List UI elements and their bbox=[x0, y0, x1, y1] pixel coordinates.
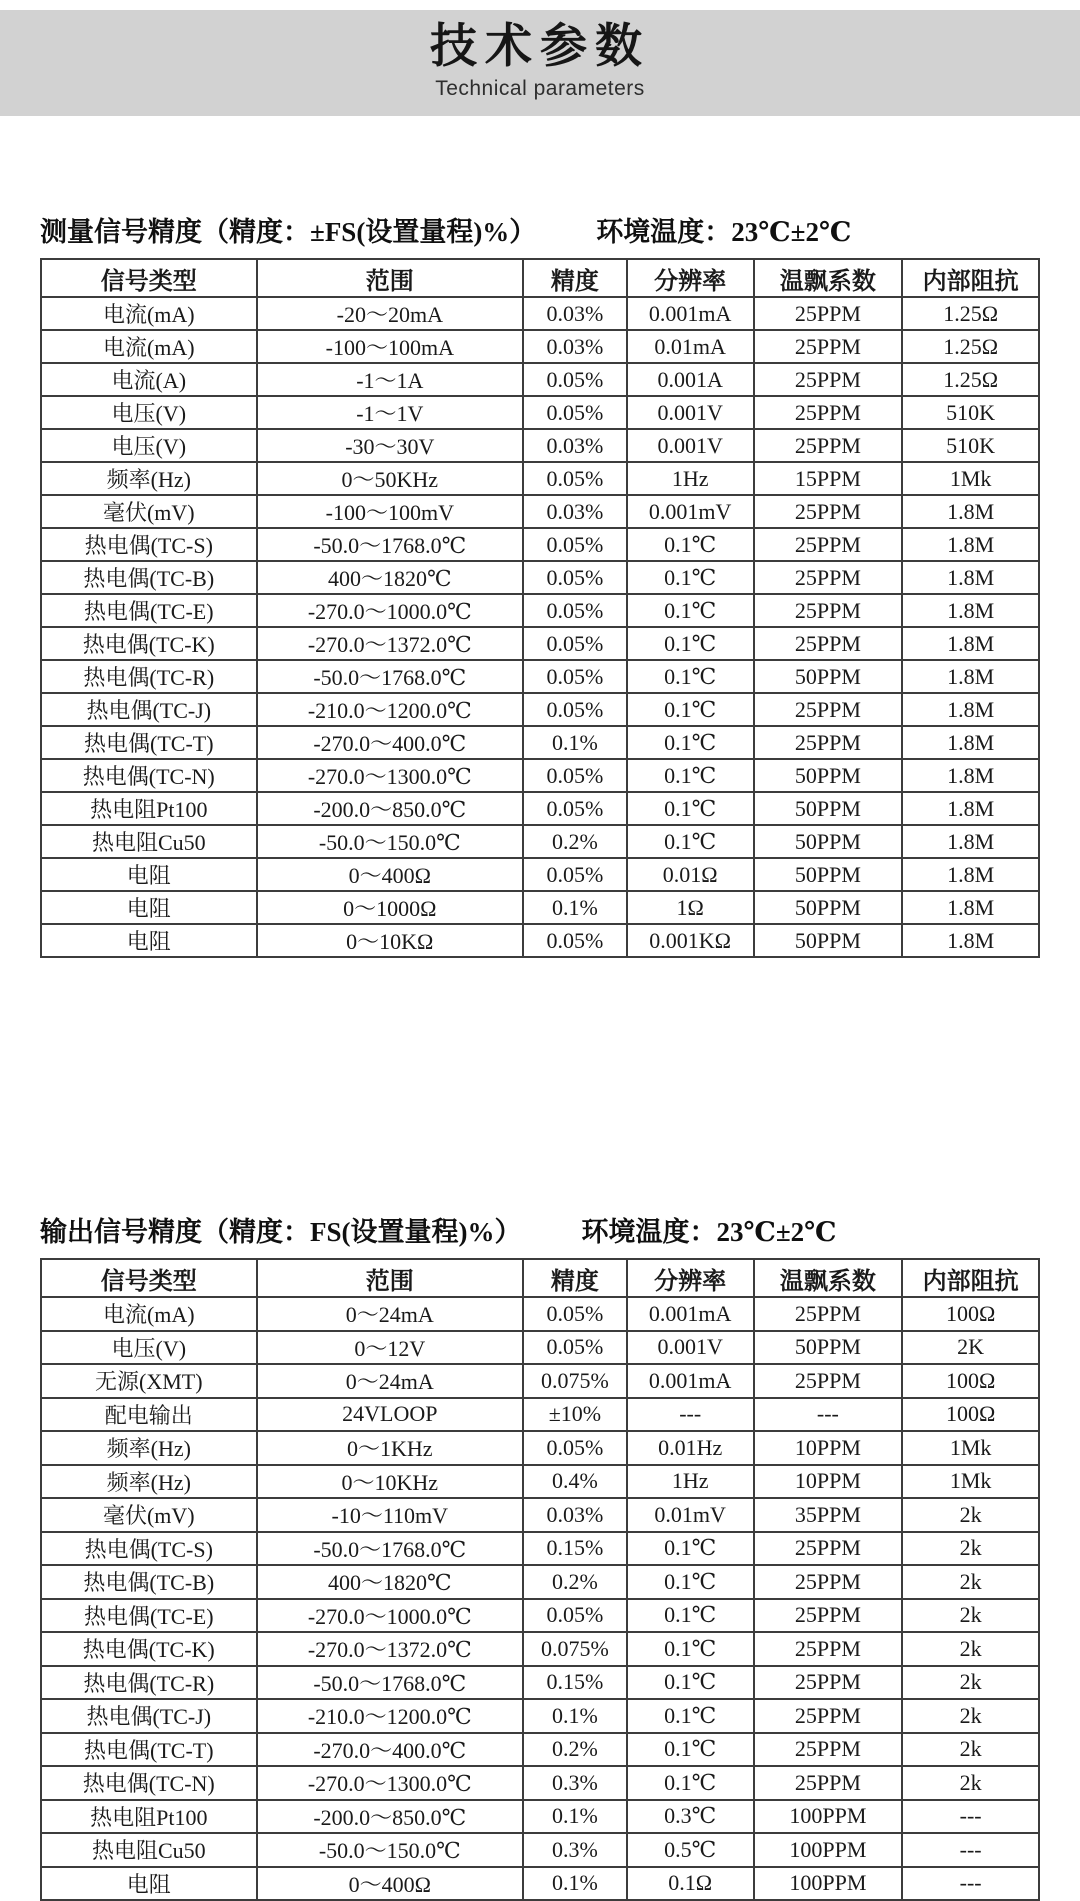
table-cell: 热电阻Cu50 bbox=[41, 825, 257, 858]
table-row bbox=[41, 330, 1039, 363]
table-cell: 100PPM bbox=[754, 1800, 903, 1834]
table-row bbox=[41, 1565, 1039, 1599]
table-cell: 2k bbox=[902, 1699, 1039, 1733]
table-cell: 50PPM bbox=[754, 858, 903, 891]
table-cell: -50.0～150.0℃ bbox=[257, 1833, 523, 1867]
section-heading: 输出信号精度（精度：FS(设置量程)%） bbox=[40, 1217, 522, 1247]
table-cell: 热电阻Cu50 bbox=[41, 1833, 257, 1867]
table-cell: 1.8M bbox=[902, 660, 1039, 693]
table-cell: 0.1℃ bbox=[627, 1699, 754, 1733]
table-cell: 1Hz bbox=[627, 1465, 754, 1499]
table-row bbox=[41, 1733, 1039, 1767]
table-row bbox=[41, 1431, 1039, 1465]
table-cell: 热电偶(TC-E) bbox=[41, 594, 257, 627]
table-cell: 400～1820℃ bbox=[257, 1565, 523, 1599]
table-cell: 0.03% bbox=[523, 1498, 627, 1532]
table-cell: 0～50KHz bbox=[257, 462, 523, 495]
table-cell: 25PPM bbox=[754, 363, 903, 396]
table-cell: 0.01Ω bbox=[627, 858, 754, 891]
table-cell: 1Hz bbox=[627, 462, 754, 495]
table-cell: 热电偶(TC-B) bbox=[41, 1565, 257, 1599]
table-cell: 0.001KΩ bbox=[627, 924, 754, 957]
section-header bbox=[40, 210, 1040, 249]
table-cell: 电流(mA) bbox=[41, 1297, 257, 1331]
table-cell: 0.05% bbox=[523, 462, 627, 495]
table-cell: 0.3% bbox=[523, 1766, 627, 1800]
table-cell: 0.1℃ bbox=[627, 1733, 754, 1767]
table-cell: 2k bbox=[902, 1498, 1039, 1532]
table-cell: 1.8M bbox=[902, 627, 1039, 660]
table-cell: 25PPM bbox=[754, 1599, 903, 1633]
column-header: 内部阻抗 bbox=[902, 1259, 1039, 1297]
table-cell: 1.8M bbox=[902, 858, 1039, 891]
table-cell: 0.03% bbox=[523, 429, 627, 462]
table-cell: 0.075% bbox=[523, 1364, 627, 1398]
table-cell: 热电偶(TC-R) bbox=[41, 1666, 257, 1700]
table-cell: 1.8M bbox=[902, 792, 1039, 825]
table-cell: 25PPM bbox=[754, 1565, 903, 1599]
table-cell: 24VLOOP bbox=[257, 1398, 523, 1432]
table-cell: 2k bbox=[902, 1666, 1039, 1700]
table-cell: 1.8M bbox=[902, 528, 1039, 561]
table-row bbox=[41, 924, 1039, 957]
table-cell: 0.5℃ bbox=[627, 1833, 754, 1867]
table-cell: 0.1℃ bbox=[627, 825, 754, 858]
table-cell: 热电阻Pt100 bbox=[41, 792, 257, 825]
table-cell: 0.05% bbox=[523, 1431, 627, 1465]
table-row bbox=[41, 1800, 1039, 1834]
table-cell: 2K bbox=[902, 1331, 1039, 1365]
table-cell: 0.1℃ bbox=[627, 1666, 754, 1700]
table-row bbox=[41, 1498, 1039, 1532]
table-cell: 50PPM bbox=[754, 825, 903, 858]
table-row bbox=[41, 429, 1039, 462]
table-cell: 0.03% bbox=[523, 330, 627, 363]
table-cell: 0～1KHz bbox=[257, 1431, 523, 1465]
table-cell: 25PPM bbox=[754, 1699, 903, 1733]
table-row bbox=[41, 891, 1039, 924]
column-header: 内部阻抗 bbox=[902, 259, 1039, 297]
table-cell: 0.1Ω bbox=[627, 1867, 754, 1901]
table-cell: 100PPM bbox=[754, 1833, 903, 1867]
page-title: 技术参数 bbox=[430, 19, 650, 72]
table-cell: 电流(mA) bbox=[41, 297, 257, 330]
table-cell: 热电偶(TC-K) bbox=[41, 627, 257, 660]
table-cell: 1.8M bbox=[902, 495, 1039, 528]
table-cell: -30～30V bbox=[257, 429, 523, 462]
table-row bbox=[41, 1833, 1039, 1867]
table-cell: 25PPM bbox=[754, 1632, 903, 1666]
table-cell: -50.0～1768.0℃ bbox=[257, 660, 523, 693]
table-cell: 1.25Ω bbox=[902, 330, 1039, 363]
table-cell: 电压(V) bbox=[41, 1331, 257, 1365]
table-cell: 0.05% bbox=[523, 561, 627, 594]
table-cell: 0.1℃ bbox=[627, 594, 754, 627]
table-cell: 35PPM bbox=[754, 1498, 903, 1532]
table-cell: 频率(Hz) bbox=[41, 462, 257, 495]
table-cell: 25PPM bbox=[754, 429, 903, 462]
table-cell: 0.001V bbox=[627, 396, 754, 429]
table-cell: 热电偶(TC-R) bbox=[41, 660, 257, 693]
table-cell: --- bbox=[902, 1833, 1039, 1867]
table-cell: 0～1000Ω bbox=[257, 891, 523, 924]
table-cell: -270.0～400.0℃ bbox=[257, 726, 523, 759]
table-cell: 0.1℃ bbox=[627, 627, 754, 660]
table-cell: 频率(Hz) bbox=[41, 1465, 257, 1499]
table-row bbox=[41, 858, 1039, 891]
table-cell: 0～24mA bbox=[257, 1297, 523, 1331]
page-banner bbox=[0, 10, 1080, 116]
table-row bbox=[41, 495, 1039, 528]
table-cell: 0.05% bbox=[523, 693, 627, 726]
table-cell: 1Mk bbox=[902, 1431, 1039, 1465]
table-cell: 0.05% bbox=[523, 396, 627, 429]
table-cell: 0.3% bbox=[523, 1833, 627, 1867]
table-cell: 0.075% bbox=[523, 1632, 627, 1666]
table-cell: 1.8M bbox=[902, 825, 1039, 858]
table-cell: -210.0～1200.0℃ bbox=[257, 1699, 523, 1733]
table-cell: 510K bbox=[902, 396, 1039, 429]
table-cell: 2k bbox=[902, 1599, 1039, 1633]
table-cell: 0.01mA bbox=[627, 330, 754, 363]
table-cell: 2k bbox=[902, 1532, 1039, 1566]
table-row bbox=[41, 528, 1039, 561]
table-cell: -270.0～1000.0℃ bbox=[257, 1599, 523, 1633]
table-cell: 1.8M bbox=[902, 924, 1039, 957]
column-header: 信号类型 bbox=[41, 259, 257, 297]
section-heading: 测量信号精度（精度：±FS(设置量程)%） bbox=[40, 217, 537, 247]
table-row bbox=[41, 1465, 1039, 1499]
column-header: 信号类型 bbox=[41, 1259, 257, 1297]
table-cell: 25PPM bbox=[754, 528, 903, 561]
table-cell: 100Ω bbox=[902, 1364, 1039, 1398]
table-cell: 25PPM bbox=[754, 330, 903, 363]
table-cell: 热电偶(TC-N) bbox=[41, 1766, 257, 1800]
table-cell: 热电偶(TC-S) bbox=[41, 1532, 257, 1566]
table-row bbox=[41, 660, 1039, 693]
table-cell: 0.01mV bbox=[627, 1498, 754, 1532]
table-row bbox=[41, 1364, 1039, 1398]
table-cell: 1Mk bbox=[902, 462, 1039, 495]
table-cell: 25PPM bbox=[754, 1733, 903, 1767]
table-row bbox=[41, 1632, 1039, 1666]
table-cell: 0.05% bbox=[523, 528, 627, 561]
table-cell: 25PPM bbox=[754, 561, 903, 594]
table-cell: 0.05% bbox=[523, 1331, 627, 1365]
table-row bbox=[41, 1599, 1039, 1633]
table-cell: 0.05% bbox=[523, 363, 627, 396]
table-cell: 0.1℃ bbox=[627, 1565, 754, 1599]
table-cell: 毫伏(mV) bbox=[41, 495, 257, 528]
column-header: 温飘系数 bbox=[754, 1259, 903, 1297]
table-cell: 25PPM bbox=[754, 594, 903, 627]
table-row bbox=[41, 462, 1039, 495]
table-cell: 0.05% bbox=[523, 660, 627, 693]
table-row bbox=[41, 1398, 1039, 1432]
table-row bbox=[41, 825, 1039, 858]
output-accuracy-table bbox=[40, 1258, 1040, 1901]
table-cell: 无源(XMT) bbox=[41, 1364, 257, 1398]
measurement-accuracy-table bbox=[40, 258, 1040, 958]
table-cell: 25PPM bbox=[754, 1666, 903, 1700]
table-cell: 0.05% bbox=[523, 1297, 627, 1331]
table-cell: -10～110mV bbox=[257, 1498, 523, 1532]
table-cell: 25PPM bbox=[754, 396, 903, 429]
table-cell: 0.05% bbox=[523, 594, 627, 627]
table-cell: -20～20mA bbox=[257, 297, 523, 330]
table-cell: 1.8M bbox=[902, 693, 1039, 726]
table-row bbox=[41, 1867, 1039, 1901]
table-cell: 0.1℃ bbox=[627, 726, 754, 759]
table-row bbox=[41, 627, 1039, 660]
table-cell: 50PPM bbox=[754, 1331, 903, 1365]
table-cell: 0.2% bbox=[523, 825, 627, 858]
table-cell: 0.1℃ bbox=[627, 528, 754, 561]
table-cell: 0～400Ω bbox=[257, 858, 523, 891]
table-cell: 热电偶(TC-E) bbox=[41, 1599, 257, 1633]
table-cell: 电阻 bbox=[41, 1867, 257, 1901]
table-row bbox=[41, 396, 1039, 429]
table-cell: -270.0～1372.0℃ bbox=[257, 627, 523, 660]
table-cell: 电流(A) bbox=[41, 363, 257, 396]
table-cell: 0.1℃ bbox=[627, 792, 754, 825]
table-cell: 热电偶(TC-K) bbox=[41, 1632, 257, 1666]
table-cell: 电压(V) bbox=[41, 396, 257, 429]
table-cell: 25PPM bbox=[754, 495, 903, 528]
table-cell: --- bbox=[627, 1398, 754, 1432]
table-cell: 0.05% bbox=[523, 792, 627, 825]
table-cell: -200.0～850.0℃ bbox=[257, 1800, 523, 1834]
table-cell: 1.8M bbox=[902, 594, 1039, 627]
table-cell: 热电偶(TC-T) bbox=[41, 1733, 257, 1767]
table-cell: 热电偶(TC-S) bbox=[41, 528, 257, 561]
table-cell: --- bbox=[902, 1867, 1039, 1901]
table-cell: 0.001mA bbox=[627, 297, 754, 330]
table-cell: 1.8M bbox=[902, 726, 1039, 759]
table-cell: 频率(Hz) bbox=[41, 1431, 257, 1465]
table-cell: 0.03% bbox=[523, 297, 627, 330]
table-row bbox=[41, 1331, 1039, 1365]
table-cell: 热电偶(TC-N) bbox=[41, 759, 257, 792]
column-header: 温飘系数 bbox=[754, 259, 903, 297]
table-cell: 1.8M bbox=[902, 759, 1039, 792]
column-header: 范围 bbox=[257, 1259, 523, 1297]
table-cell: 1Ω bbox=[627, 891, 754, 924]
table-cell: 电阻 bbox=[41, 924, 257, 957]
table-cell: 0.1℃ bbox=[627, 1632, 754, 1666]
table-cell: -210.0～1200.0℃ bbox=[257, 693, 523, 726]
table-cell: -1～1A bbox=[257, 363, 523, 396]
table-cell: -100～100mV bbox=[257, 495, 523, 528]
table-cell: 15PPM bbox=[754, 462, 903, 495]
table-cell: 0.1℃ bbox=[627, 693, 754, 726]
table-cell: 2k bbox=[902, 1632, 1039, 1666]
table-cell: 0.001mA bbox=[627, 1297, 754, 1331]
table-cell: --- bbox=[902, 1800, 1039, 1834]
table-cell: 热电偶(TC-J) bbox=[41, 693, 257, 726]
table-cell: 1.8M bbox=[902, 891, 1039, 924]
header-row bbox=[41, 1259, 1039, 1297]
table-cell: --- bbox=[754, 1398, 903, 1432]
column-header: 分辨率 bbox=[627, 1259, 754, 1297]
table-cell: 50PPM bbox=[754, 792, 903, 825]
table-row bbox=[41, 1532, 1039, 1566]
table-cell: 0.05% bbox=[523, 1599, 627, 1633]
table-row bbox=[41, 693, 1039, 726]
table-cell: 25PPM bbox=[754, 627, 903, 660]
table-cell: 0～10KΩ bbox=[257, 924, 523, 957]
column-header: 范围 bbox=[257, 259, 523, 297]
table-cell: 10PPM bbox=[754, 1465, 903, 1499]
column-header: 精度 bbox=[523, 1259, 627, 1297]
header-row bbox=[41, 259, 1039, 297]
table-cell: 电流(mA) bbox=[41, 330, 257, 363]
table-cell: 0.1% bbox=[523, 1800, 627, 1834]
table-cell: 0.001mA bbox=[627, 1364, 754, 1398]
table-cell: 1.8M bbox=[902, 561, 1039, 594]
table-row bbox=[41, 363, 1039, 396]
table-cell: 2k bbox=[902, 1733, 1039, 1767]
column-header: 分辨率 bbox=[627, 259, 754, 297]
table-cell: 0～24mA bbox=[257, 1364, 523, 1398]
table-cell: 10PPM bbox=[754, 1431, 903, 1465]
table-cell: 0.2% bbox=[523, 1733, 627, 1767]
table-cell: 0.05% bbox=[523, 924, 627, 957]
column-header: 精度 bbox=[523, 259, 627, 297]
table-cell: 25PPM bbox=[754, 1297, 903, 1331]
table-cell: 25PPM bbox=[754, 1532, 903, 1566]
ambient-temperature-note: 环境温度：23℃±2℃ bbox=[581, 1217, 837, 1247]
table-cell: 25PPM bbox=[754, 693, 903, 726]
table-cell: 毫伏(mV) bbox=[41, 1498, 257, 1532]
table-cell: -50.0～150.0℃ bbox=[257, 825, 523, 858]
measurement-accuracy-section bbox=[40, 210, 1040, 958]
table-cell: 电压(V) bbox=[41, 429, 257, 462]
table-cell: 1Mk bbox=[902, 1465, 1039, 1499]
section-header bbox=[40, 1210, 1040, 1249]
table-cell: 热电阻Pt100 bbox=[41, 1800, 257, 1834]
table-cell: 50PPM bbox=[754, 891, 903, 924]
table-cell: 电阻 bbox=[41, 891, 257, 924]
table-cell: 0～400Ω bbox=[257, 1867, 523, 1901]
table-cell: 0.05% bbox=[523, 627, 627, 660]
table-cell: -270.0～1300.0℃ bbox=[257, 1766, 523, 1800]
table-cell: 50PPM bbox=[754, 660, 903, 693]
table-row bbox=[41, 759, 1039, 792]
table-row bbox=[41, 561, 1039, 594]
table-cell: 电阻 bbox=[41, 858, 257, 891]
table-cell: 热电偶(TC-J) bbox=[41, 1699, 257, 1733]
table-cell: 0.03% bbox=[523, 495, 627, 528]
table-cell: 0.1℃ bbox=[627, 759, 754, 792]
output-accuracy-section bbox=[40, 1210, 1040, 1901]
table-cell: ±10% bbox=[523, 1398, 627, 1432]
table-cell: 50PPM bbox=[754, 924, 903, 957]
table-cell: -270.0～1372.0℃ bbox=[257, 1632, 523, 1666]
table-cell: 0～12V bbox=[257, 1331, 523, 1365]
table-row bbox=[41, 1297, 1039, 1331]
table-row bbox=[41, 792, 1039, 825]
table-cell: 25PPM bbox=[754, 726, 903, 759]
table-cell: -100～100mA bbox=[257, 330, 523, 363]
table-cell: -50.0～1768.0℃ bbox=[257, 528, 523, 561]
table-cell: -270.0～1000.0℃ bbox=[257, 594, 523, 627]
table-cell: 0.2% bbox=[523, 1565, 627, 1599]
table-cell: 50PPM bbox=[754, 759, 903, 792]
table-cell: 0.1℃ bbox=[627, 660, 754, 693]
table-cell: 2k bbox=[902, 1565, 1039, 1599]
table-cell: 2k bbox=[902, 1766, 1039, 1800]
table-cell: 25PPM bbox=[754, 1364, 903, 1398]
table-cell: 100PPM bbox=[754, 1867, 903, 1901]
table-cell: 0.05% bbox=[523, 759, 627, 792]
table-cell: 0.001V bbox=[627, 1331, 754, 1365]
table-row bbox=[41, 1666, 1039, 1700]
table-cell: 0.1% bbox=[523, 726, 627, 759]
table-cell: 0.1℃ bbox=[627, 561, 754, 594]
table-cell: 0.1% bbox=[523, 1699, 627, 1733]
table-cell: 0.3℃ bbox=[627, 1800, 754, 1834]
table-cell: -1～1V bbox=[257, 396, 523, 429]
table-cell: 1.25Ω bbox=[902, 363, 1039, 396]
table-cell: -200.0～850.0℃ bbox=[257, 792, 523, 825]
table-cell: 400～1820℃ bbox=[257, 561, 523, 594]
table-cell: 0.05% bbox=[523, 858, 627, 891]
table-row bbox=[41, 726, 1039, 759]
table-cell: 0.1℃ bbox=[627, 1766, 754, 1800]
table-cell: 配电输出 bbox=[41, 1398, 257, 1432]
table-cell: 510K bbox=[902, 429, 1039, 462]
table-cell: 0.001V bbox=[627, 429, 754, 462]
page-subtitle: Technical parameters bbox=[435, 77, 645, 100]
ambient-temperature-note: 环境温度：23℃±2℃ bbox=[596, 217, 852, 247]
table-cell: 0.01Hz bbox=[627, 1431, 754, 1465]
table-cell: 25PPM bbox=[754, 297, 903, 330]
table-cell: 0.001A bbox=[627, 363, 754, 396]
table-cell: -50.0～1768.0℃ bbox=[257, 1666, 523, 1700]
table-cell: 100Ω bbox=[902, 1297, 1039, 1331]
table-cell: 0.1% bbox=[523, 1867, 627, 1901]
table-cell: 0.15% bbox=[523, 1666, 627, 1700]
table-cell: 热电偶(TC-B) bbox=[41, 561, 257, 594]
table-cell: 100Ω bbox=[902, 1398, 1039, 1432]
table-cell: -270.0～1300.0℃ bbox=[257, 759, 523, 792]
table-row bbox=[41, 594, 1039, 627]
table-cell: -50.0～1768.0℃ bbox=[257, 1532, 523, 1566]
table-cell: 25PPM bbox=[754, 1766, 903, 1800]
table-cell: 0～10KHz bbox=[257, 1465, 523, 1499]
table-cell: 0.001mV bbox=[627, 495, 754, 528]
table-cell: 热电偶(TC-T) bbox=[41, 726, 257, 759]
table-row bbox=[41, 1699, 1039, 1733]
table-cell: -270.0～400.0℃ bbox=[257, 1733, 523, 1767]
table-cell: 1.25Ω bbox=[902, 297, 1039, 330]
table-cell: 0.1% bbox=[523, 891, 627, 924]
table-row bbox=[41, 1766, 1039, 1800]
table-cell: 0.1℃ bbox=[627, 1599, 754, 1633]
table-cell: 0.15% bbox=[523, 1532, 627, 1566]
table-cell: 0.1℃ bbox=[627, 1532, 754, 1566]
table-row bbox=[41, 297, 1039, 330]
table-cell: 0.4% bbox=[523, 1465, 627, 1499]
